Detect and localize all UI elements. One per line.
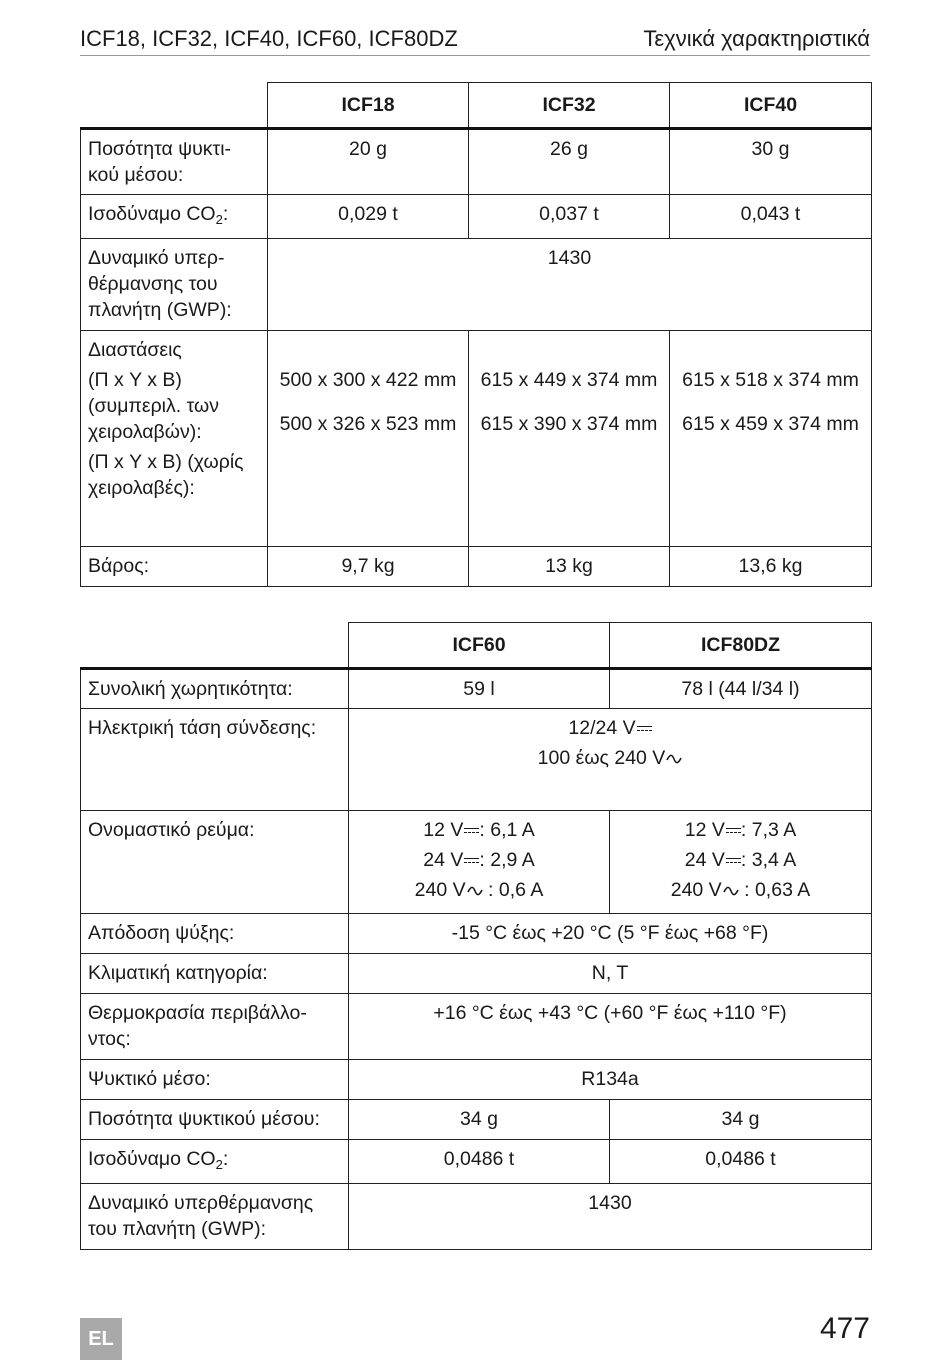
table-row-voltage (81, 709, 872, 811)
row-label (81, 1140, 349, 1184)
table-cell (349, 709, 872, 811)
co2-label-suffix: : (222, 1148, 229, 1170)
dimension-without-handles: 615 x 390 x 374 mm (480, 413, 658, 435)
table-cell: R134a (349, 1060, 872, 1100)
table-cell: N, T (349, 954, 872, 994)
table-cell (610, 811, 872, 914)
table-row-gwp (81, 239, 872, 331)
table-cell: 0,0486 t (610, 1140, 872, 1184)
table-row-rated-current (81, 811, 872, 914)
table-row-co2-equivalent (81, 195, 872, 239)
dimension-without-handles: 615 x 459 x 374 mm (682, 413, 859, 435)
current-value: : 3,4 A (740, 849, 797, 871)
table-cell: 59 l (349, 669, 610, 709)
current-value: : 2,9 A (479, 849, 535, 871)
co2-label-prefix: Ισοδύναμο CO (88, 1148, 216, 1170)
ac-current-icon (666, 754, 682, 764)
table-cell: 0,029 t (268, 195, 469, 239)
column-header-icf40: ICF40 (670, 83, 872, 129)
row-label: Ηλεκτρική τάση σύνδεσης: (81, 709, 349, 811)
row-label: Δυναμικό υπερθέρμανσης του πλανήτη (GWP): (81, 1184, 349, 1250)
table-cell: 13 kg (469, 547, 670, 587)
co2-label-subscript: 2 (215, 212, 223, 227)
row-label: Ονομαστικό ρεύμα: (81, 811, 349, 914)
table-cell: 34 g (349, 1100, 610, 1140)
column-header-icf18: ICF18 (268, 83, 469, 129)
table-cell: 0,043 t (670, 195, 872, 239)
header-divider (80, 55, 870, 56)
table-cell: +16 °C έως +43 °C (+60 °F έως +110 °F) (349, 994, 872, 1060)
row-label: Θερμοκρασία περιβάλλο-ντος: (81, 994, 349, 1060)
co2-label-prefix: Ισοδύναμο CO (88, 203, 216, 225)
header-corner-cell (81, 623, 349, 669)
table-cell (349, 811, 610, 914)
row-label: Δυναμικό υπερ-θέρμανσης του πλανήτη (GWP): (81, 239, 268, 331)
current-label: 240 V (414, 879, 466, 901)
table-cell: -15 °C έως +20 °C (5 °F έως +68 °F) (349, 914, 872, 954)
table-row-weight (81, 547, 872, 587)
row-label (81, 195, 268, 239)
row-label: Ποσότητα ψυκτικού μέσου: (81, 1100, 349, 1140)
table-cell: 9,7 kg (268, 547, 469, 587)
co2-label-subscript: 2 (215, 1157, 223, 1172)
column-header-icf60: ICF60 (349, 623, 610, 669)
dimension-with-handles: 615 x 449 x 374 mm (480, 369, 658, 391)
current-label: 12 V (423, 819, 464, 841)
table-row-cooling-performance (81, 914, 872, 954)
dimension-with-handles: 500 x 300 x 422 mm (279, 369, 457, 391)
table-row-refrigerant (81, 1060, 872, 1100)
current-label: 24 V (684, 849, 725, 871)
table-cell (268, 331, 469, 547)
dimensions-heading: Διαστάσεις (88, 339, 182, 361)
table-row-refrigerant-quantity (81, 129, 872, 195)
section-title: Τεχνικά χαρακτηριστικά (643, 26, 870, 51)
current-label: 240 V (670, 879, 722, 901)
dc-current-icon (464, 856, 479, 866)
table-row-climate-class (81, 954, 872, 994)
voltage-dc: 12/24 V (568, 717, 636, 739)
current-value: : 0,6 A (482, 879, 544, 901)
column-header-icf32: ICF32 (469, 83, 670, 129)
co2-label-suffix: : (222, 203, 229, 225)
ac-current-icon (723, 886, 739, 896)
spec-table-icf18-32-40 (80, 82, 872, 587)
dimension-with-handles: 615 x 518 x 374 mm (682, 369, 859, 391)
table-header-row (81, 83, 872, 129)
current-value: : 0,63 A (738, 879, 811, 901)
table-cell: 30 g (670, 129, 872, 195)
language-badge: EL (80, 1318, 122, 1360)
table-cell: 0,0486 t (349, 1140, 610, 1184)
current-value: : 7,3 A (740, 819, 797, 841)
table-cell: 20 g (268, 129, 469, 195)
table-cell: 1430 (268, 239, 872, 331)
current-label: 12 V (684, 819, 725, 841)
table-cell: 26 g (469, 129, 670, 195)
current-label: 24 V (423, 849, 464, 871)
table-cell: 34 g (610, 1100, 872, 1140)
table-cell: 0,037 t (469, 195, 670, 239)
table-cell: 78 l (44 l/34 l) (610, 669, 872, 709)
row-label: Κλιματική κατηγορία: (81, 954, 349, 994)
table-row-refrigerant-quantity (81, 1100, 872, 1140)
dimensions-without-handles-label: (Π x Υ x Β) (χωρίς χειρολαβές): (88, 451, 244, 499)
header-corner-cell (81, 83, 268, 129)
column-header-icf80dz: ICF80DZ (610, 623, 872, 669)
dimension-without-handles: 500 x 326 x 523 mm (279, 413, 457, 435)
voltage-ac: 100 έως 240 V (537, 747, 666, 769)
dc-current-icon (726, 826, 741, 836)
row-label: Ψυκτικό μέσο: (81, 1060, 349, 1100)
dc-current-icon (464, 826, 479, 836)
table-row-capacity (81, 669, 872, 709)
row-label: Συνολική χωρητικότητα: (81, 669, 349, 709)
dc-current-icon (726, 856, 741, 866)
table-row-gwp (81, 1184, 872, 1250)
dimensions-with-handles-label: (Π x Υ x Β) (συμπεριλ. των χειρολαβών): (88, 369, 219, 443)
table-row-ambient-temperature (81, 994, 872, 1060)
table-cell (670, 331, 872, 547)
row-label: Βάρος: (81, 547, 268, 587)
row-label: Απόδοση ψύξης: (81, 914, 349, 954)
current-value: : 6,1 A (479, 819, 535, 841)
page-number: 477 (819, 1312, 870, 1345)
table-row-dimensions (81, 331, 872, 547)
document-models-title: ICF18, ICF32, ICF40, ICF60, ICF80DZ (80, 26, 458, 51)
row-label (81, 331, 268, 547)
table-header-row (81, 623, 872, 669)
table-cell: 1430 (349, 1184, 872, 1250)
table-cell (469, 331, 670, 547)
ac-current-icon (467, 886, 483, 896)
table-row-co2-equivalent (81, 1140, 872, 1184)
row-label: Ποσότητα ψυκτι-κού μέσου: (81, 129, 268, 195)
table-cell: 13,6 kg (670, 547, 872, 587)
spec-table-icf60-80dz (80, 622, 872, 1250)
dc-current-icon (637, 724, 652, 734)
